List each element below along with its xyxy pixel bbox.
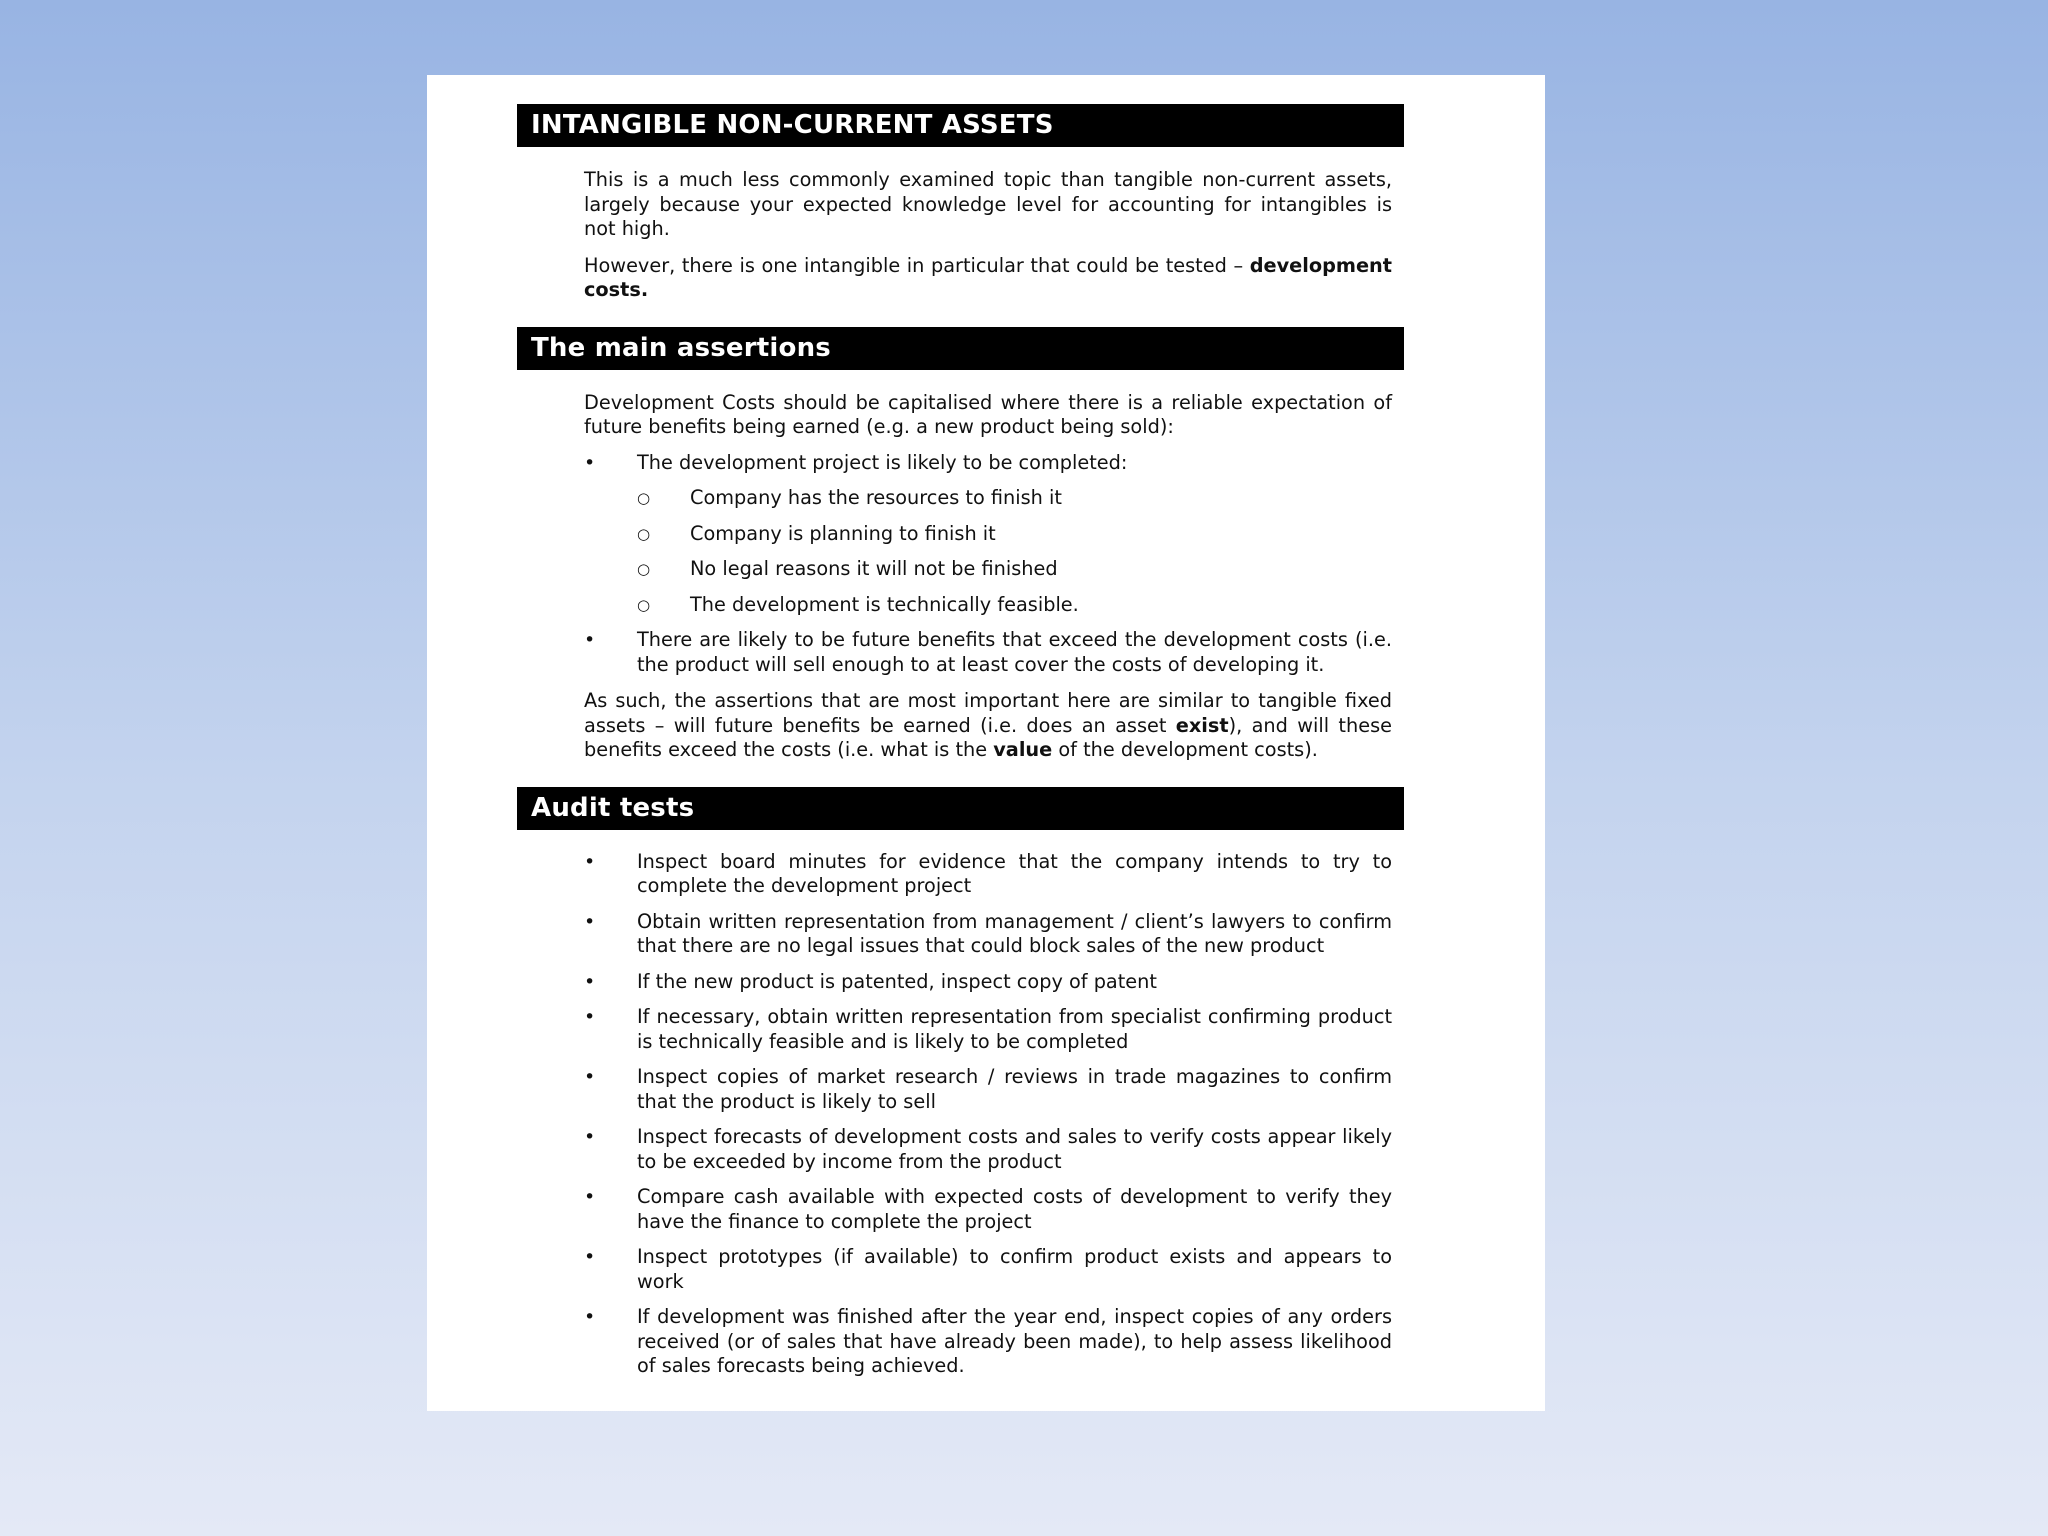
audit-tests-list xyxy=(584,850,1392,1379)
list-item: • Inspect forecasts of development costs and sales to verify costs appear likely to be exceeded by income from the product xyxy=(584,1125,1392,1173)
bullet-glyph: • xyxy=(584,1126,596,1148)
bullet-glyph: • xyxy=(584,850,596,873)
bullet-glyph: • xyxy=(584,1006,596,1028)
sub-list xyxy=(637,486,1392,617)
list-item: • Inspect board minutes for evidence that the company intends to try to complete the development project xyxy=(584,849,1392,897)
sub-list-item: ○ Company is planning to finish it xyxy=(637,521,996,545)
sub-list-item: ○ The development is technically feasible. xyxy=(637,592,1079,616)
sub-bullet-glyph: ○ xyxy=(637,489,651,507)
paragraph-assertions-intro: Development Costs should be capitalised where there is a reliable expectation of future benefits being earned (e.g. a new product being sold): xyxy=(584,390,1392,438)
bullet-glyph: • xyxy=(584,1186,596,1208)
bullet-glyph: • xyxy=(584,1246,596,1268)
list-item: • If the new product is patented, inspect copy of patent xyxy=(584,969,1157,993)
document-content xyxy=(517,104,1404,1379)
list-item: • If necessary, obtain written representation from specialist confirming product is technically feasible and is likely to be completed xyxy=(584,1005,1392,1053)
bullet-glyph: • xyxy=(584,451,596,474)
sub-list-item: ○ Company has the resources to finish it xyxy=(637,486,1062,509)
bullet-glyph: • xyxy=(584,1306,596,1328)
bold-value: value xyxy=(993,738,1053,761)
bold-development-costs: development costs. xyxy=(584,253,1392,301)
list-item: • The development project is likely to be completed: ○ Company has the resources to finish it ○ Company is planning to finish it ○ No legal reasons it will not be finished ○ The development is technically feasible. xyxy=(584,451,1392,618)
paragraph-assertions-closing: As such, the assertions that are most important here are similar to tangible fixed assets – will future benefits be earned (i.e. does an asset exist), and will these benefits exceed the costs (i.e. what is the value of the development costs). xyxy=(584,689,1392,761)
list-item: • Obtain written representation from management / client’s lawyers to confirm that there are no legal issues that could block sales of the new product xyxy=(584,909,1392,957)
bold-exist: exist xyxy=(1175,713,1229,737)
list-item: • There are likely to be future benefits that exceed the development costs (i.e. the product will sell enough to at least cover the costs of developing it. xyxy=(584,628,1392,676)
paragraph-development-costs: However, there is one intangible in particular that could be tested – development costs. xyxy=(584,253,1392,301)
paragraph-intro: This is a much less commonly examined topic than tangible non-current assets, largely because your expected knowledge level for accounting for intangibles is not high. xyxy=(584,168,1392,240)
section-body-intangible xyxy=(584,168,1392,303)
bullet-glyph: • xyxy=(584,910,596,933)
section-body-audit-tests xyxy=(584,850,1392,1379)
list-item: • Inspect prototypes (if available) to confirm product exists and appears to work xyxy=(584,1245,1392,1293)
list-item: • Compare cash available with expected costs of development to verify they have the finance to complete the project xyxy=(584,1185,1392,1233)
section-heading-intangible: INTANGIBLE NON-CURRENT ASSETS xyxy=(517,104,1404,147)
bullet-glyph: • xyxy=(584,1066,596,1088)
sub-bullet-glyph: ○ xyxy=(637,560,651,578)
assertions-list xyxy=(584,451,1392,678)
sub-list-item: ○ No legal reasons it will not be finished xyxy=(637,557,1058,580)
list-item: • Inspect copies of market research / reviews in trade magazines to confirm that the product is likely to sell xyxy=(584,1065,1392,1113)
sub-bullet-glyph: ○ xyxy=(637,524,651,543)
list-item: • If development was finished after the year end, inspect copies of any orders received (or of sales that have already been made), to help assess likelihood of sales forecasts being achieved. xyxy=(584,1305,1392,1377)
bullet-glyph: • xyxy=(584,970,596,993)
section-heading-assertions: The main assertions xyxy=(517,327,1404,370)
bullet-glyph: • xyxy=(584,629,596,651)
document-page xyxy=(427,75,1545,1411)
section-heading-audit-tests: Audit tests xyxy=(517,787,1404,830)
section-body-assertions xyxy=(584,391,1392,763)
sub-bullet-glyph: ○ xyxy=(637,595,651,614)
